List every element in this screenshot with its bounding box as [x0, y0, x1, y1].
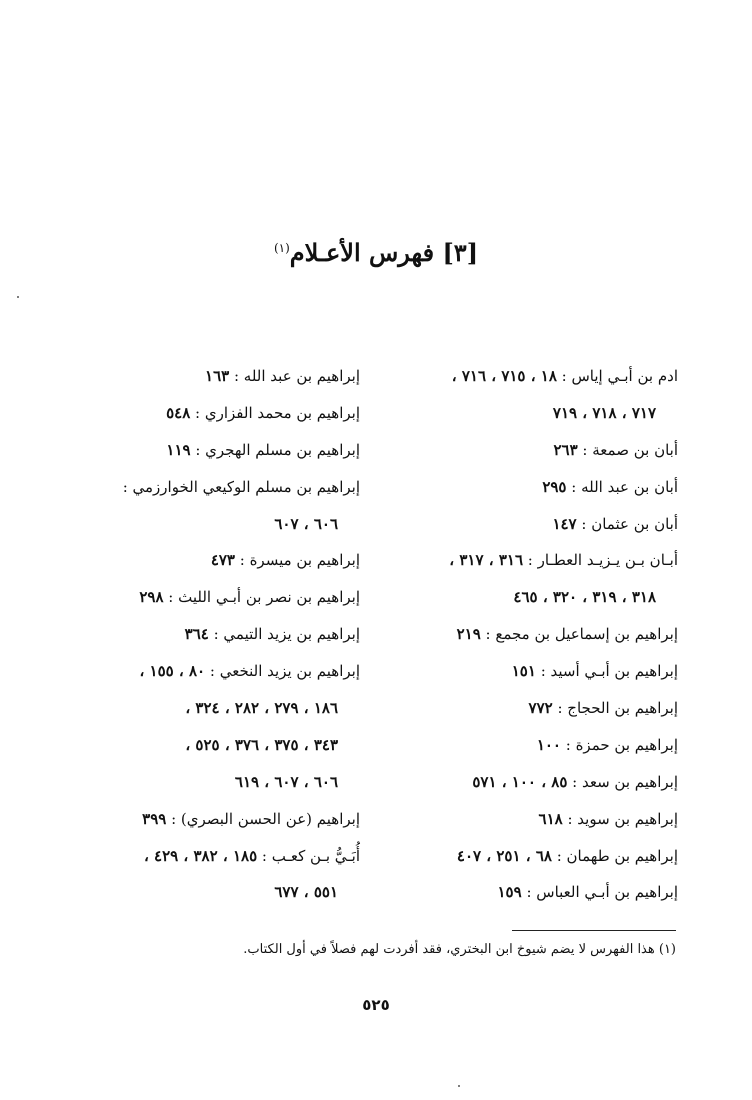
index-entry	[0, 542, 360, 579]
index-entry-continuation	[0, 506, 360, 543]
entry-page-numbers: ٣١٦ ، ٣١٧ ،	[449, 551, 524, 570]
index-entry	[348, 506, 678, 543]
entry-name: إبراهيم بن مسلم الهجري :	[190, 440, 360, 459]
index-entry-continuation	[0, 727, 360, 764]
entry-name: إبراهيم بن يزيد التيمي :	[208, 625, 360, 644]
entry-name: أبـان بـن يـزيـد العطـار :	[523, 551, 678, 570]
index-column-right	[348, 358, 678, 911]
index-entry	[0, 616, 360, 653]
entry-page-numbers: ١٦٣	[205, 367, 230, 385]
index-entry	[348, 690, 678, 727]
entry-page-numbers: ٦٨ ، ٢٥١ ، ٤٠٧	[456, 846, 552, 865]
entry-page-numbers: ٢١٩	[456, 625, 481, 644]
scan-speck	[458, 1085, 460, 1087]
entry-name: أبان بن عثمان :	[576, 514, 678, 533]
title-text: [٣] فهرس الأعـلام	[289, 238, 479, 267]
entry-page-numbers: ٧١٧ ، ٧١٨ ، ٧١٩	[552, 403, 656, 422]
entry-page-numbers: ٤٧٣	[210, 551, 235, 570]
entry-page-numbers: ٨٠ ، ١٥٥ ،	[139, 662, 206, 681]
entry-name: ادم بن أبـي إياس :	[556, 367, 678, 385]
index-entry	[0, 432, 360, 469]
footnote-rule	[512, 930, 676, 931]
index-entry	[348, 764, 678, 801]
index-entry-continuation	[348, 395, 678, 432]
index-entry	[0, 579, 360, 616]
index-entry	[348, 653, 678, 690]
entry-name: إبراهيم بن يزيد النخعي :	[205, 662, 360, 681]
entry-page-numbers: ١٨ ، ٧١٥ ، ٧١٦ ،	[451, 367, 557, 385]
entry-name: إبراهيم بن محمد الفزاري :	[190, 403, 360, 422]
index-entry	[0, 653, 360, 690]
entry-name: إبراهيم بن نصر بن أبـي الليث :	[163, 588, 360, 607]
entry-page-numbers: ١١٩	[166, 440, 191, 459]
entry-name: إبراهيم بن سويد :	[562, 809, 678, 828]
entry-page-numbers: ٦٠٦ ، ٦٠٧ ، ٦١٩	[234, 772, 338, 791]
entry-page-numbers: ١٤٧	[552, 514, 577, 533]
index-entry-continuation	[0, 690, 360, 727]
index-entry	[348, 874, 678, 911]
index-entry	[348, 838, 678, 875]
index-entry	[348, 469, 678, 506]
entry-page-numbers: ٢٩٥	[542, 477, 567, 496]
entry-page-numbers: ١٥٩	[497, 883, 522, 902]
entry-name: إبراهيم بن طهمان :	[551, 846, 678, 865]
entry-name: أُبَـيُّ بـن كعـب :	[257, 846, 360, 865]
index-entry-continuation	[348, 579, 678, 616]
index-entry	[348, 358, 678, 395]
entry-name: إبراهيم بن الحجاج :	[552, 699, 678, 718]
entry-name: إبراهيم بن أبـي العباس :	[521, 883, 678, 902]
entry-page-numbers: ٣١٨ ، ٣١٩ ، ٣٢٠ ، ٤٦٥	[513, 588, 656, 607]
entry-name: إبراهيم بن حمزة :	[560, 735, 678, 754]
index-entry	[348, 542, 678, 579]
entry-page-numbers: ٣٩٩	[142, 809, 167, 828]
index-entry	[348, 727, 678, 764]
index-entry	[348, 616, 678, 653]
scan-speck	[17, 296, 19, 298]
entry-page-numbers: ٢٩٨	[139, 588, 164, 607]
entry-page-numbers: ٣٤٣ ، ٣٧٥ ، ٣٧٦ ، ٥٢٥ ،	[185, 735, 338, 754]
title-footnote-marker: (١)	[273, 241, 290, 255]
entry-page-numbers: ١٠٠	[536, 735, 561, 754]
page-number: ٥٢٥	[362, 996, 390, 1014]
entry-page-numbers: ١٨٥ ، ٣٨٢ ، ٤٢٩ ،	[143, 846, 258, 865]
index-entry	[0, 469, 360, 506]
entry-page-numbers: ٦١٨	[538, 809, 563, 828]
entry-page-numbers: ١٨٦ ، ٢٧٩ ، ٢٨٢ ، ٣٢٤ ،	[185, 699, 338, 718]
entry-page-numbers: ٥٥١ ، ٦٧٧	[274, 883, 338, 902]
entry-page-numbers: ٧٧٢	[528, 699, 553, 718]
index-entry	[0, 395, 360, 432]
entry-name: أبان بن صمعة :	[577, 440, 678, 459]
index-entry	[348, 801, 678, 838]
entry-name: أبان بن عبد الله :	[566, 477, 678, 496]
page-title	[0, 238, 752, 267]
entry-page-numbers: ٣٦٤	[184, 625, 209, 644]
index-entry	[0, 838, 360, 875]
entry-page-numbers: ١٥١	[511, 662, 536, 681]
index-entry	[0, 801, 360, 838]
index-entry	[0, 358, 360, 395]
footnote: (١) هذا الفهرس لا يضم شيوخ ابن البختري، فقد أفردت لهم فصلاً في أول الكتاب.	[243, 942, 676, 957]
index-column-left	[0, 358, 360, 911]
entry-name: إبراهيم بن سعد :	[567, 772, 678, 791]
entry-name: إبراهيم بن ميسرة :	[234, 551, 360, 570]
entry-page-numbers: ٥٤٨	[166, 403, 191, 422]
index-entry-continuation	[0, 874, 360, 911]
entry-name: إبراهيم بن أبـي أسيد :	[535, 662, 678, 681]
index-entry	[348, 432, 678, 469]
entry-page-numbers: ٦٠٦ ، ٦٠٧	[274, 514, 338, 533]
entry-name: إبراهيم بن إسماعيل بن مجمع :	[480, 625, 678, 644]
entry-name: إبراهيم بن مسلم الوكيعي الخوارزمي :	[122, 477, 360, 496]
entry-page-numbers: ٢٦٣	[553, 440, 578, 459]
index-entry-continuation	[0, 764, 360, 801]
entry-name: إبراهيم (عن الحسن البصري) :	[166, 809, 360, 828]
entry-name: إبراهيم بن عبد الله :	[229, 367, 360, 385]
entry-page-numbers: ٨٥ ، ١٠٠ ، ٥٧١	[472, 772, 568, 791]
